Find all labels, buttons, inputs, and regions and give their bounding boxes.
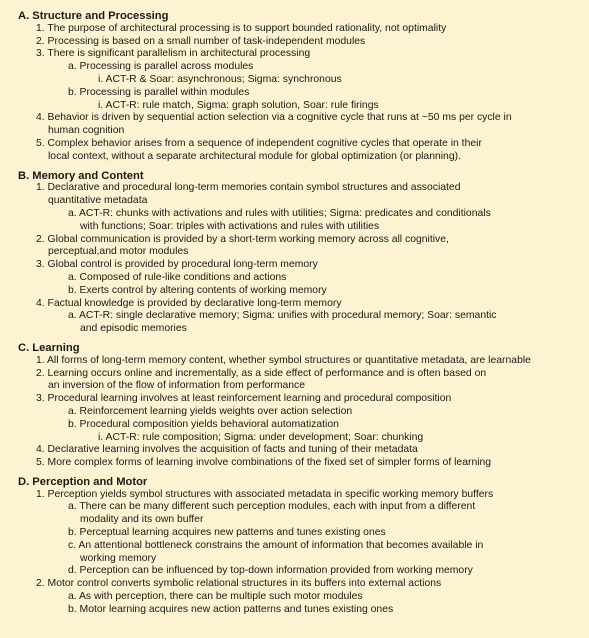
list-item: and episodic memories [80, 323, 187, 335]
list-item: 3. Procedural learning involves at least reinforcement learning and procedural composition [36, 393, 452, 405]
list-item: a. ACT-R: chunks with activations and rules with utilities; Sigma: predicates and conditionals [68, 207, 491, 219]
section [0, 10, 581, 164]
section [0, 170, 581, 336]
list-item: b. Perceptual learning acquires new patterns and tunes existing ones [68, 527, 386, 539]
list-item: i. ACT-R: rule match, Sigma: graph solution, Soar: rule firings [98, 99, 379, 111]
list-item: 3. Global control is provided by procedural long-term memory [36, 259, 318, 271]
list-item: 5. More complex forms of learning involve combinations of the fixed set of simpler forms of learning [36, 457, 492, 469]
list-item: a. Reinforcement learning yields weights over action selection [68, 405, 353, 417]
list-item: 3. There is significant parallelism in architectural processing [36, 48, 311, 60]
section [0, 476, 581, 617]
list-item: i. ACT-R: rule composition; Sigma: under development; Soar: chunking [98, 431, 424, 443]
section-title: D. Perception and Motor [18, 475, 148, 488]
list-item: a. There can be many different such perception modules, each with input from a different [68, 501, 476, 513]
list-item: 4. Behavior is driven by sequential action selection via a cognitive cycle that runs at ~50 ms per cycle in [36, 112, 512, 124]
list-item: b. Exerts control by altering contents of working memory [68, 284, 327, 296]
list-item: a. Composed of rule-like conditions and actions [68, 271, 287, 283]
list-item: modality and its own buffer [80, 514, 204, 526]
list-item: 1. Perception yields symbol structures with associated metadata in specific working memory buffers [36, 488, 494, 500]
list-item: 2. Processing is based on a small number of task-independent modules [36, 35, 366, 47]
section-title: C. Learning [18, 341, 80, 354]
list-item: b. Processing is parallel within modules [68, 86, 250, 98]
list-item: 1. All forms of long-term memory content, whether symbol structures or quantitative metadata, are learnable [36, 354, 531, 366]
list-item: c. An attentional bottleneck constrains the amount of information that becomes available in [68, 539, 484, 551]
list-item: quantitative metadata [48, 195, 148, 207]
section-title: A. Structure and Processing [18, 10, 169, 22]
list-item: a. ACT-R: single declarative memory; Sigma: unifies with procedural memory; Soar: semantic [68, 310, 497, 322]
list-item: d. Perception can be influenced by top-down information provided from working memory [68, 565, 473, 577]
list-item: 2. Global communication is provided by a short-term working memory across all cognitive, [36, 233, 449, 245]
list-item: i. ACT-R & Soar: asynchronous; Sigma: synchronous [98, 73, 342, 85]
list-item: 2. Motor control converts symbolic relational structures in its buffers into external actions [36, 578, 442, 590]
list-item: an inversion of the flow of information from performance [48, 380, 306, 392]
list-item: perceptual,and motor modules [48, 246, 189, 258]
list-item: 1. The purpose of architectural processing is to support bounded rationality, not optimality [36, 22, 447, 34]
list-item: 5. Complex behavior arises from a sequence of independent cognitive cycles that operate in their [36, 137, 482, 149]
list-item: a. Processing is parallel across modules [68, 61, 254, 73]
list-item: 1. Declarative and procedural long-term memories contain symbol structures and associated [36, 182, 461, 194]
list-item: working memory [80, 552, 157, 564]
section [0, 342, 581, 470]
list-item: with functions; Soar: triples with activations and rules with utilities [80, 220, 380, 232]
list-item: 4. Declarative learning involves the acquisition of facts and tuning of their metadata [36, 444, 418, 456]
list-item: human cognition [48, 125, 125, 137]
list-item: b. Procedural composition yields behavioral automatization [68, 418, 339, 430]
list-item: b. Motor learning acquires new action patterns and tunes existing ones [68, 603, 394, 615]
section-title: B. Memory and Content [18, 169, 144, 182]
list-item: a. As with perception, there can be multiple such motor modules [68, 591, 363, 603]
list-item: 4. Factual knowledge is provided by declarative long-term memory [36, 297, 342, 309]
list-item: 2. Learning occurs online and incrementally, as a side effect of performance and is often based on [36, 367, 487, 379]
list-item: local context, without a separate architectural module for global optimization (or planning). [48, 150, 461, 162]
